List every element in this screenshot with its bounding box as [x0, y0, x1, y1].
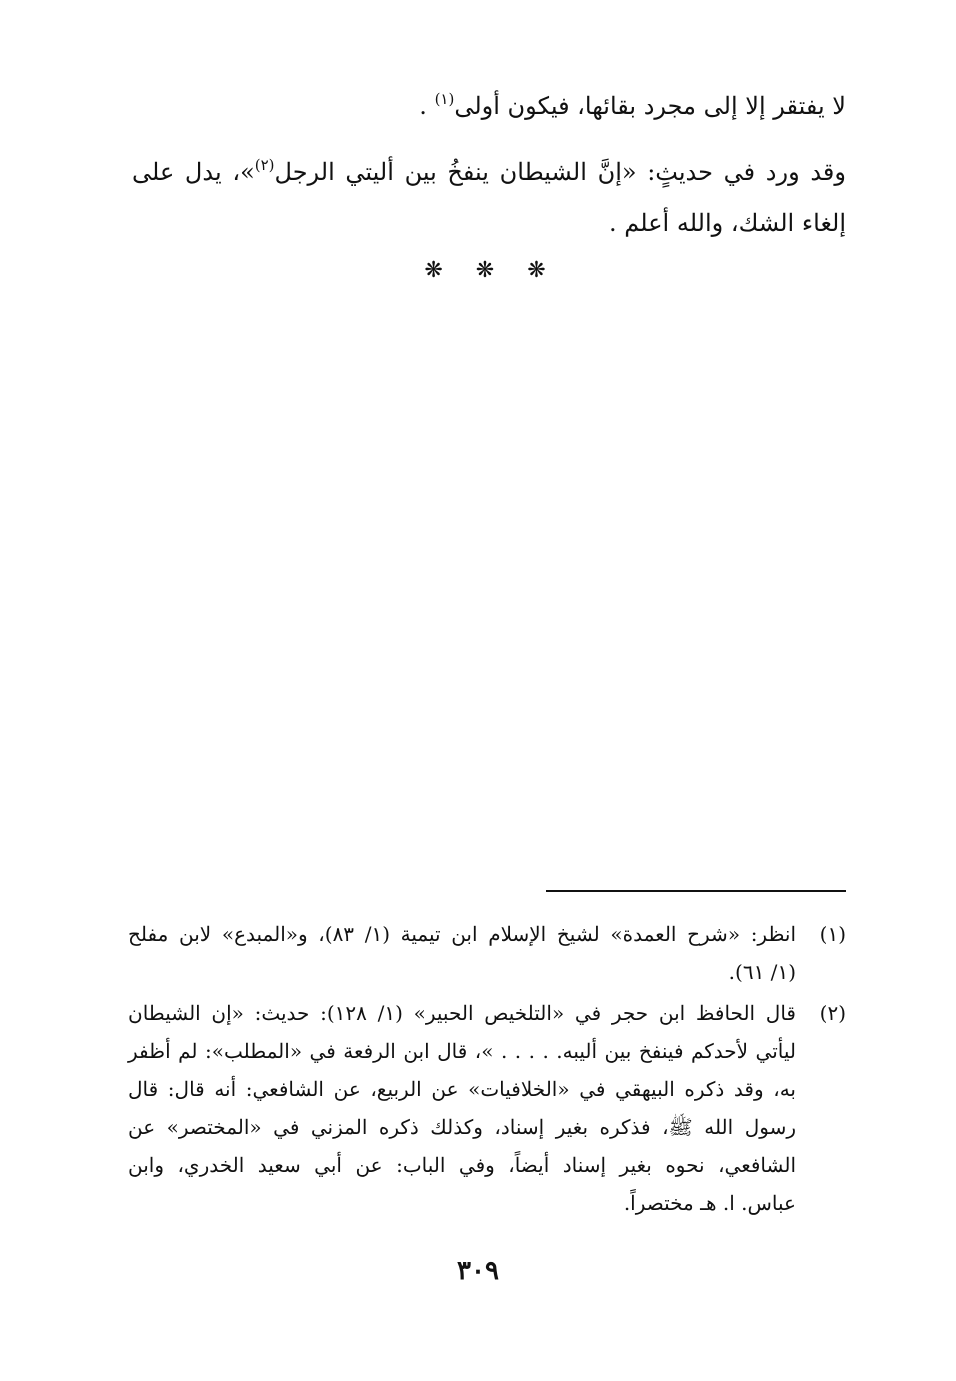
body-text-segment: . — [419, 92, 435, 120]
body-text-segment: »، يدل على — [132, 158, 255, 186]
page-number: ٣٠٩ — [457, 1256, 499, 1286]
body-line: إلغاء الشك، والله أعلم . — [609, 209, 846, 237]
footnote-ref[interactable]: (٢) — [254, 156, 275, 174]
footnote-divider — [546, 890, 846, 892]
footnote-1 — [0, 915, 956, 995]
footnote-2 — [0, 994, 956, 1234]
footnote-line: قال الحافظ ابن حجر في «التلخيص الحبير» (١/ ١٢٨): حديث: «إن الشيطان — [128, 1001, 796, 1025]
body-text-segment: لا يفتقر إلا إلى مجرد بقائها، فيكون أولى — [454, 92, 846, 120]
footnote-number: (١) — [819, 922, 846, 946]
footnote-line: (١/ ٦١). — [728, 960, 796, 984]
footnote-line: رسول الله ﷺ، فذكره بغير إسناد، وكذلك ذكره المزني في «المختصر» عن — [128, 1115, 796, 1139]
body-line — [132, 78, 846, 134]
body-line — [132, 144, 846, 200]
footnote-line: ليأتي لأحدكم فينفخ بين أليبه. . . . . »، قال ابن الرفعة في «المطلب»: لم أظفر — [128, 1039, 796, 1063]
body-text-segment: وقد ورد في حديثٍ: «إنَّ الشيطان ينفخُ بين أليتي الرجل — [274, 158, 846, 186]
footnote-line: به، وقد ذكره البيهقي في «الخلافيات» عن الربيع، عن الشافعي: أنه قال: قال — [128, 1077, 796, 1101]
footnote-ref[interactable]: (١) — [434, 90, 455, 108]
footnote-line: انظر: «شرح العمدة» لشيخ الإسلام ابن تيمية (١/ ٨٣)، و«المبدع» لابن مفلح — [128, 922, 796, 946]
footnote-line: عباس. ا. هـ مختصراً. — [623, 1191, 796, 1215]
footnote-line: الشافعي، نحوه بغير إسناد أيضاً، وفي الباب: عن أبي سعيد الخدري، وابن — [128, 1153, 796, 1177]
footnote-number: (٢) — [819, 1001, 846, 1025]
section-separator-stars: ❋ ❋ ❋ — [424, 258, 546, 283]
